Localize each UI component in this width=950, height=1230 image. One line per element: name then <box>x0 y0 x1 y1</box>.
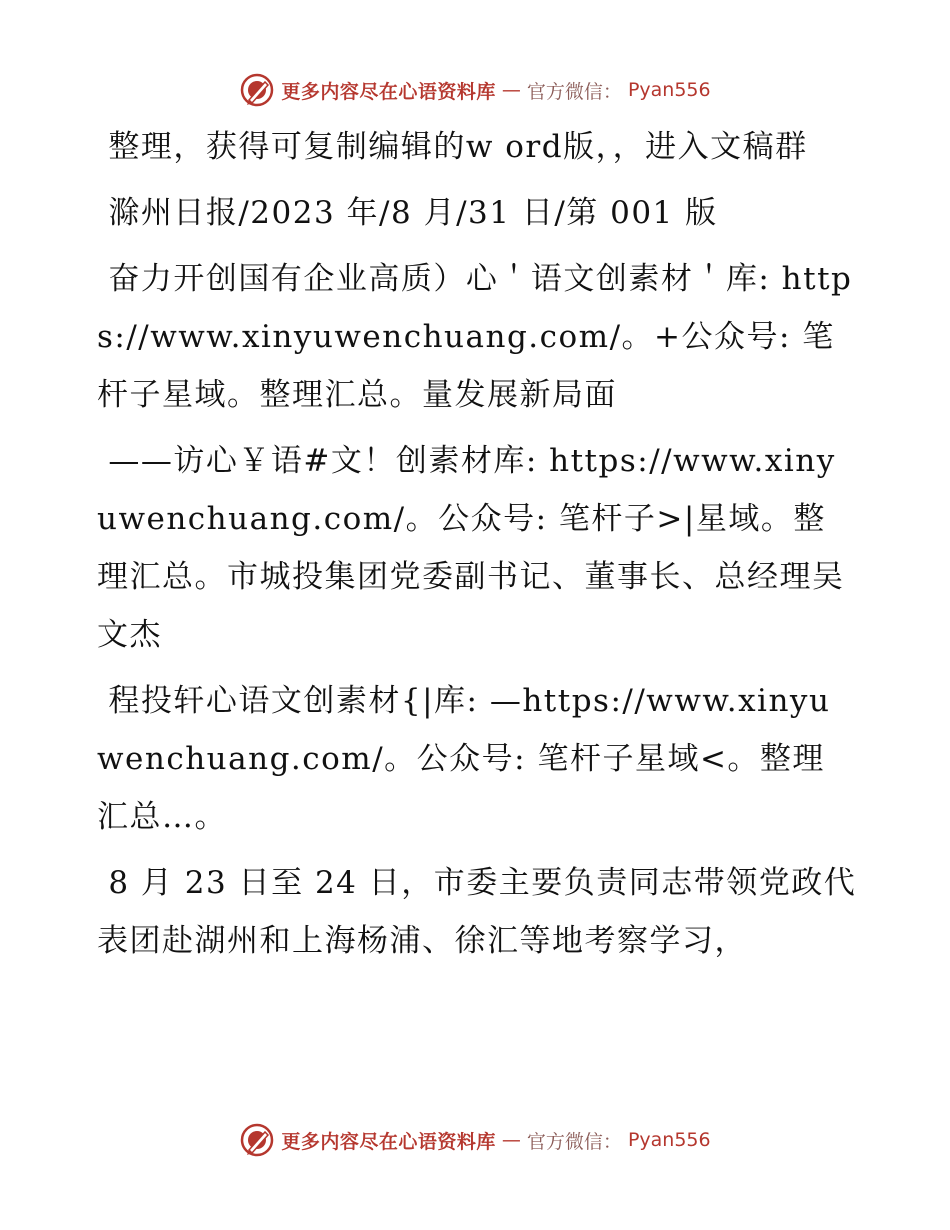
brand-watermark <box>239 72 710 108</box>
brand-text: 更多内容尽在心语资料库 <box>281 1130 496 1153</box>
brand-separator: — <box>501 1129 521 1151</box>
paragraph-4: ——访心￥语#文！创素材库: https://www.xinyuwenchuang.com/。公众号: 笔杆子>|星域。整理汇总。市城投集团党委副书记、董事长、总经理吴文杰 <box>97 443 845 653</box>
wechat-label: 官方微信： <box>526 80 622 103</box>
paragraph-6: 8 月 23 日至 24 日，市委主要负责同志带领党政代表团赴湖州和上海杨浦、徐汇等地考察学习， <box>97 865 857 959</box>
wechat-label: 官方微信： <box>526 1130 622 1153</box>
paragraph-3: 奋力开创国有企业高质）心＇语文创素材＇库: https://www.xinyuwenchuang.com/。+公众号: 笔杆子星域。整理汇总。量发展新局面 <box>97 261 853 413</box>
page-header <box>0 70 950 110</box>
pen-logo-icon <box>239 72 275 108</box>
wechat-id: Pyan556 <box>627 1129 711 1151</box>
paragraph-5: 程投轩心语文创素材{|库: —https://www.xinyuwenchuang.com/。公众号: 笔杆子星域<。整理汇总…。 <box>97 683 831 835</box>
wechat-id: Pyan556 <box>627 79 711 101</box>
brand-separator: — <box>501 79 521 101</box>
brand-watermark <box>239 1122 710 1158</box>
paragraph-1: 整理，获得可复制编辑的w ord版，，进入文稿群 <box>97 129 808 165</box>
pen-logo-icon <box>239 1122 275 1158</box>
paragraph-2: 滁州日报/2023 年/8 月/31 日/第 001 版 <box>97 195 718 231</box>
page-footer <box>0 1120 950 1160</box>
document-body <box>97 118 857 978</box>
brand-text: 更多内容尽在心语资料库 <box>281 80 496 103</box>
